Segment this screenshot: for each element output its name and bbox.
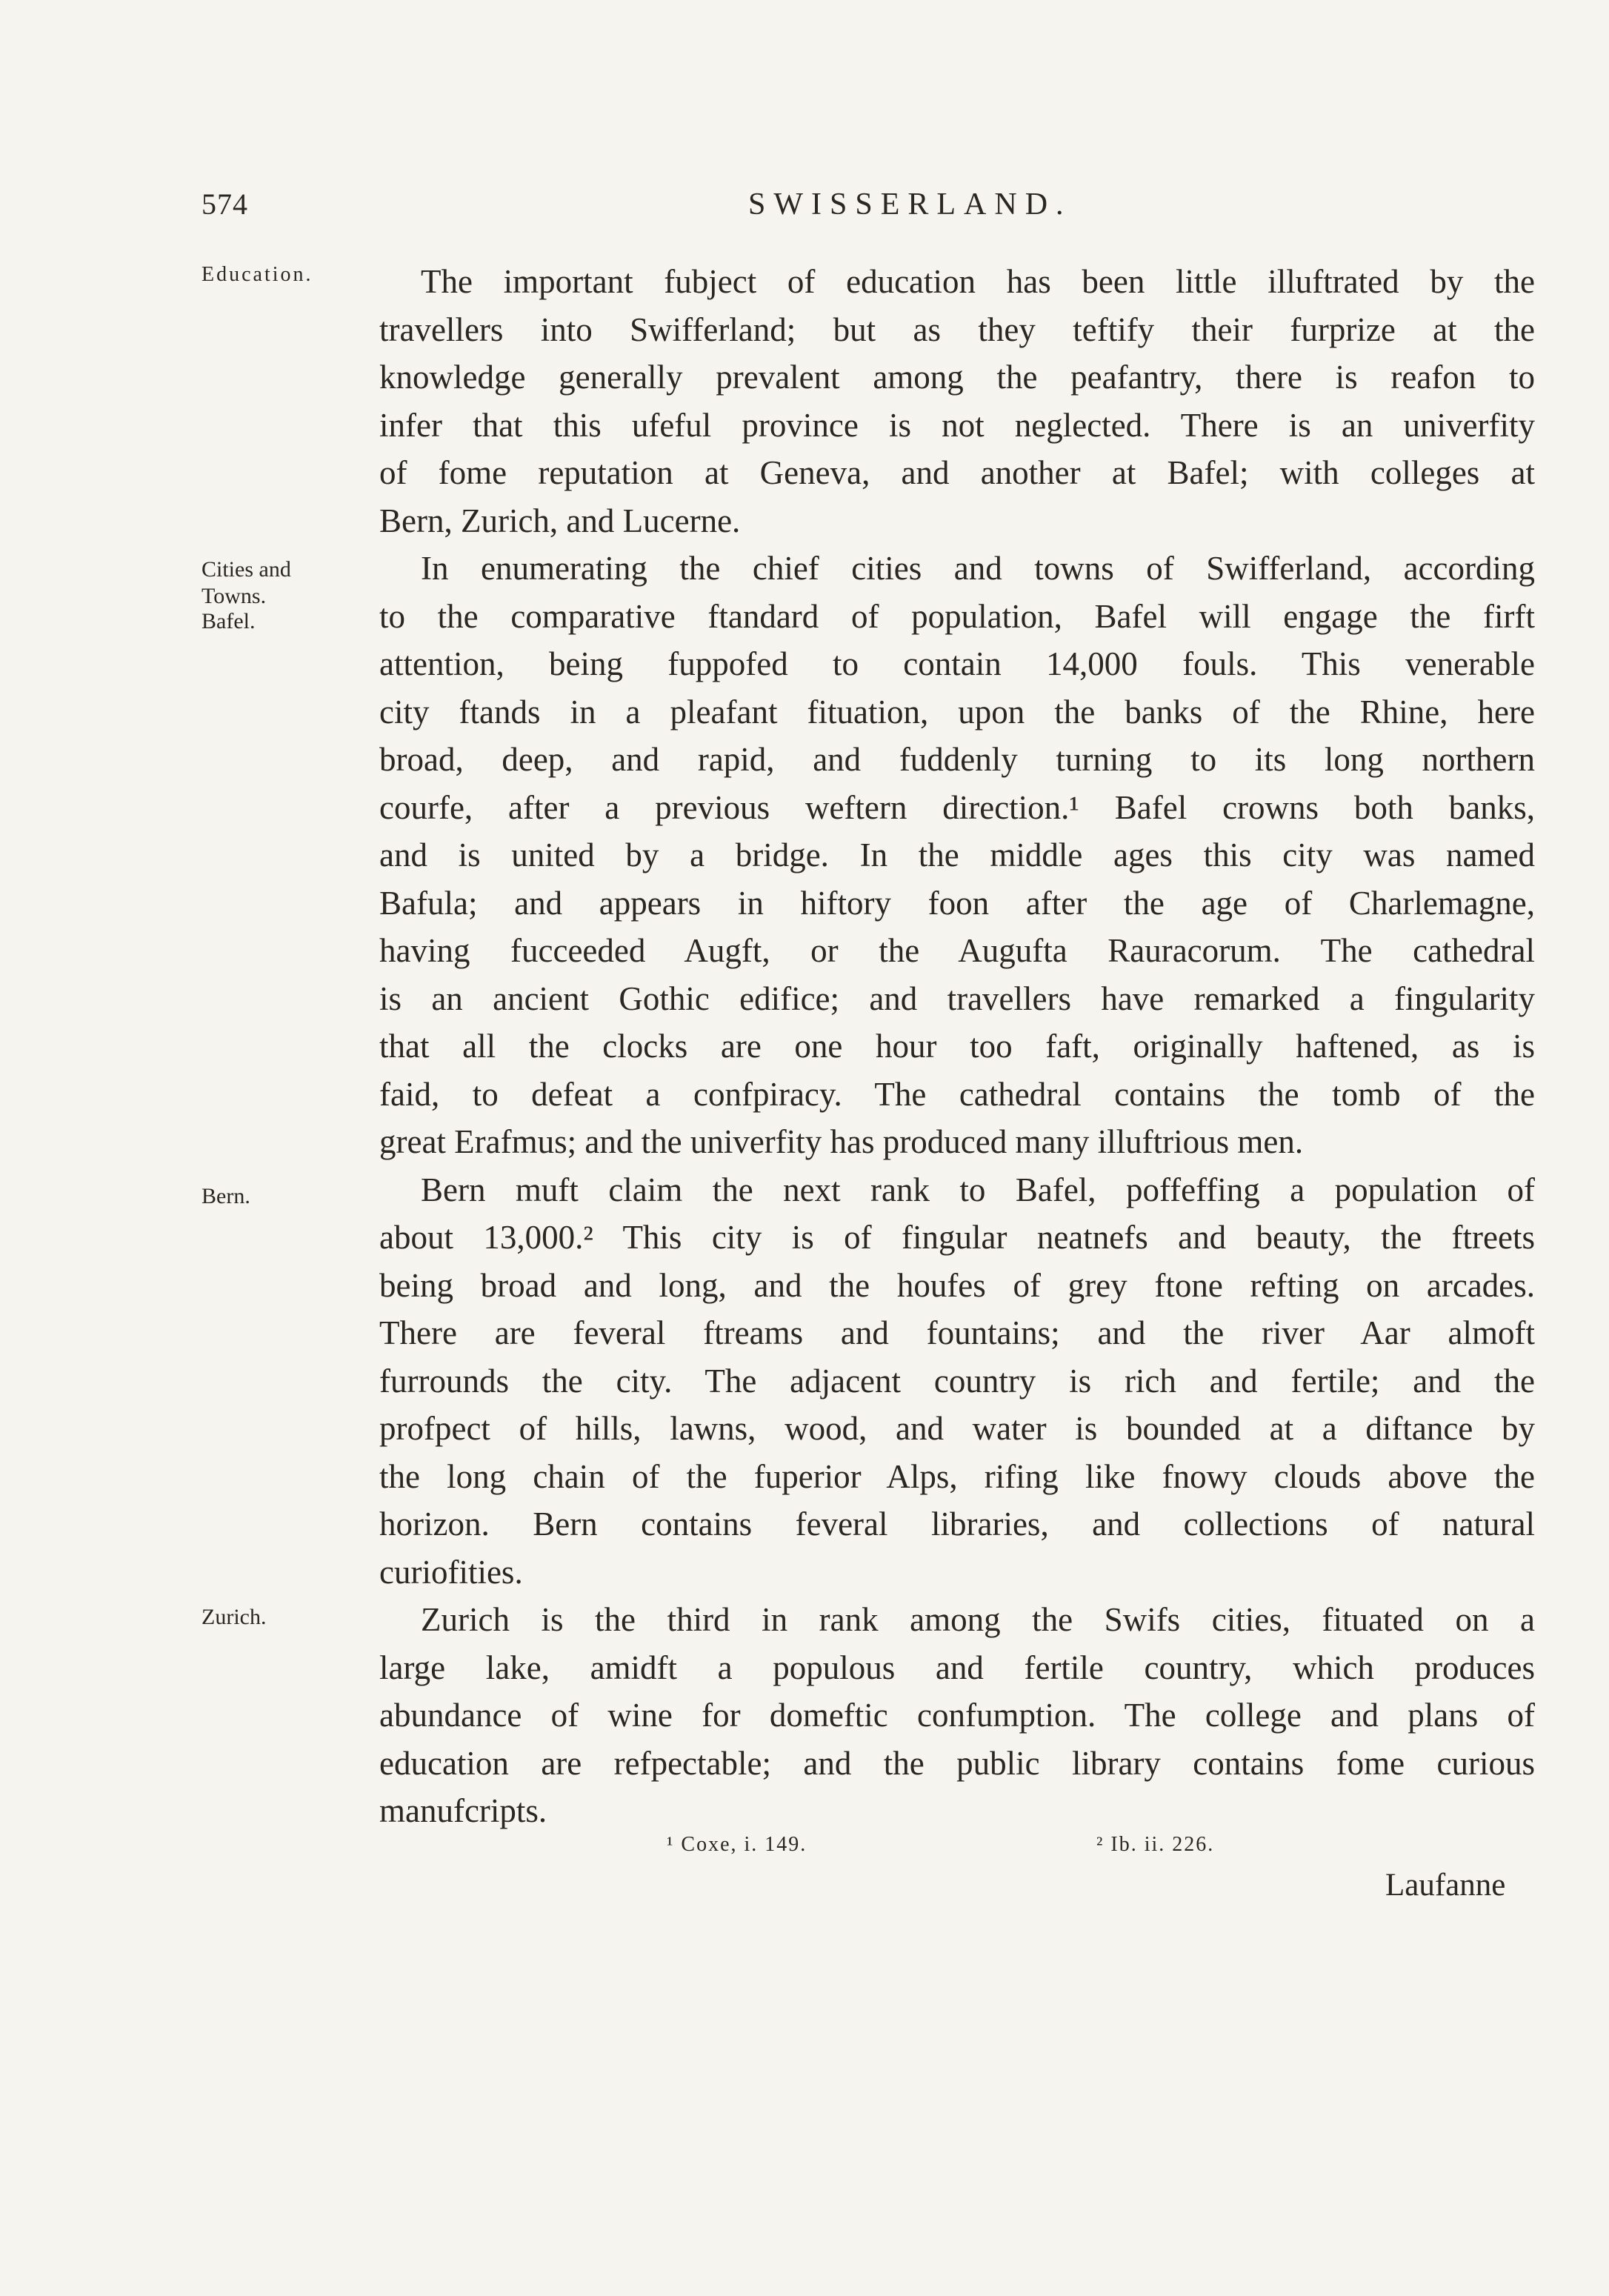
text-line: large lake, amidft a populous and fertile country, which produces [379,1648,1535,1686]
text-line: knowledge generally prevalent among the peafantry, there is reafon to [379,359,1535,396]
text-line: Bafula; and appears in hiftory foon after the age of Charlemagne, [379,884,1535,922]
text-line: manufcripts. [379,1792,547,1829]
margin-note-cities: Cities and [201,557,291,582]
text-line: horizon. Bern contains feveral libraries, and collections of natural [379,1505,1535,1543]
text-line: attention, being fuppofed to contain 14,000 fouls. This venerable [379,645,1535,682]
text-line: of fome reputation at Geneva, and another at Bafel; with colleges at [379,454,1535,491]
text-line: courfe, after a previous weftern direction.¹ Bafel crowns both banks, [379,788,1535,826]
text-line: education are refpectable; and the public library contains fome curious [379,1744,1535,1782]
running-head: SWISSERLAND. [748,187,1072,222]
footnote-1: ¹ Coxe, i. 149. [667,1833,807,1856]
page-header [201,187,1535,231]
text-line: the long chain of the fuperior Alps, rifing like fnowy clouds above the [379,1457,1535,1495]
text-line: that all the clocks are one hour too faft, originally haftened, as is [379,1028,1535,1065]
text-line: In enumerating the chief cities and towns of Swifferland, according [421,550,1535,587]
text-line: broad, deep, and rapid, and fuddenly turning to its long northern [379,741,1535,778]
margin-note-education: Education. [201,263,313,286]
page-number: 574 [201,187,248,221]
text-line: to the comparative ftandard of population, Bafel will engage the firft [379,597,1535,635]
text-line: about 13,000.² This city is of fingular neatnefs and beauty, the ftreets [379,1219,1535,1256]
text-line: Zurich is the third in rank among the Swifs cities, fituated on a [421,1601,1535,1638]
text-line: profpect of hills, lawns, wood, and water is bounded at a diftance by [379,1410,1535,1447]
text-line: curiofities. [379,1553,523,1591]
margin-note-bern: Bern. [201,1184,250,1208]
footnotes [652,1833,1356,1863]
text-line: city ftands in a pleafant fituation, upon the banks of the Rhine, here [379,693,1535,731]
margin-note-zurich: Zurich. [201,1605,267,1629]
text-line: furrounds the city. The adjacent country is rich and fertile; and the [379,1362,1535,1400]
catchword: Laufanne [1385,1868,1506,1903]
text-line: and is united by a bridge. In the middle ages this city was named [379,836,1535,874]
text-line: travellers into Swifferland; but as they teftify their furprize at the [379,310,1535,348]
text-line: infer that this ufeful province is not neglected. There is an univerfity [379,406,1535,444]
footnote-2: ² Ib. ii. 226. [1096,1833,1215,1856]
text-line: abundance of wine for domeftic confumption. The college and plans of [379,1697,1535,1734]
text-line: having fucceeded Augft, or the Augufta Rauracorum. The cathedral [379,932,1535,969]
text-line: Bern muft claim the next rank to Bafel, poffeffing a population of [421,1171,1535,1208]
text-line: There are feveral ftreams and fountains; and the river Aar almoft [379,1314,1535,1351]
text-line: is an ancient Gothic edifice; and travellers have remarked a fingularity [379,979,1535,1017]
text-line: great Erafmus; and the univerfity has produced many illuftrious men. [379,1123,1304,1160]
margin-note-towns: Towns. [201,584,267,608]
text-line: faid, to defeat a confpiracy. The cathedral contains the tomb of the [379,1075,1535,1113]
margin-note-basel: Bafel. [201,609,256,633]
body-text [379,258,1535,1835]
text-line: The important fubject of education has been little illuftrated by the [421,263,1535,300]
text-line: being broad and long, and the houfes of grey ftone refting on arcades. [379,1266,1535,1304]
text-line: Bern, Zurich, and Lucerne. [379,502,741,539]
